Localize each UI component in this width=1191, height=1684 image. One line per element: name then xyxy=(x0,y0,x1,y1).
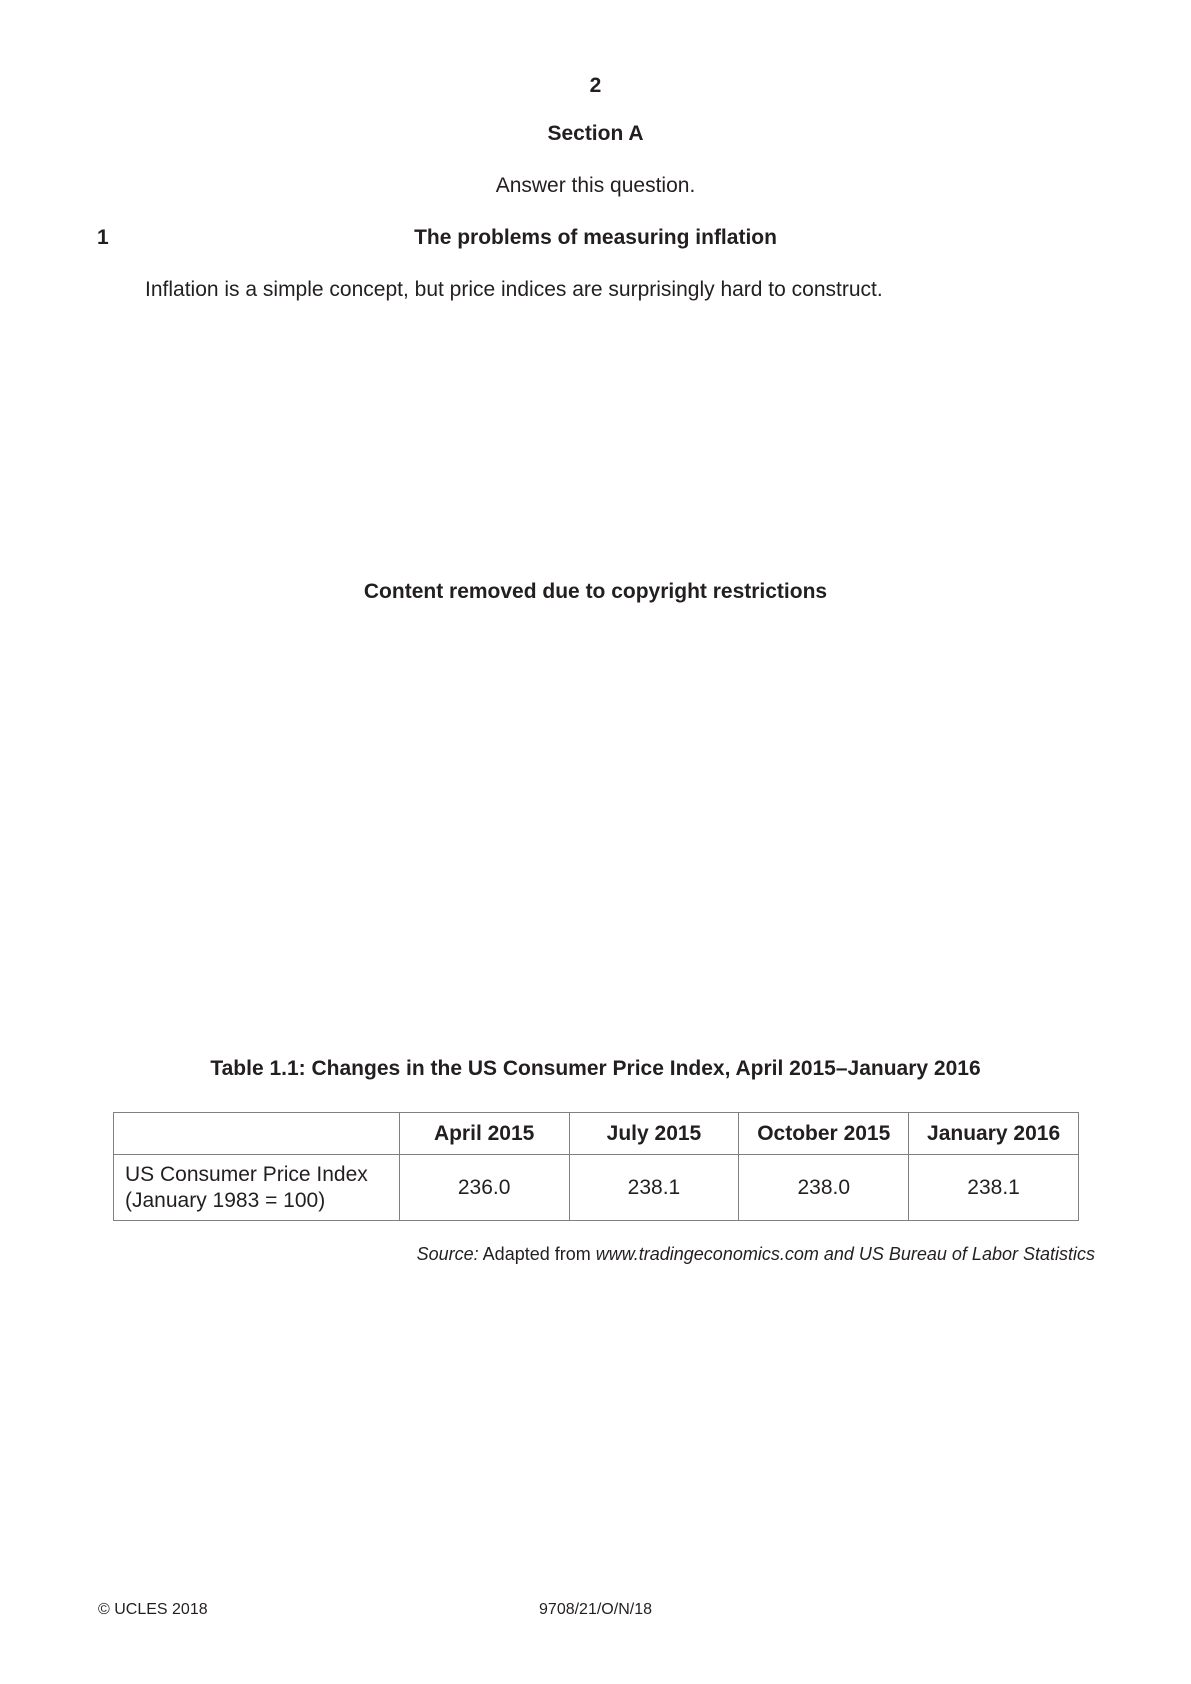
intro-text: Inflation is a simple concept, but price indices are surprisingly hard to construct. xyxy=(145,278,883,301)
table-header-row xyxy=(114,1113,1079,1155)
row-label-line1: US Consumer Price Index xyxy=(125,1162,368,1186)
table-cell-april-2015: 236.0 xyxy=(399,1155,569,1221)
source-adapted: Adapted from xyxy=(478,1244,596,1264)
table-header-july-2015: July 2015 xyxy=(569,1113,739,1155)
table-cell-october-2015: 238.0 xyxy=(739,1155,909,1221)
table-cell-july-2015: 238.1 xyxy=(569,1155,739,1221)
question-number: 1 xyxy=(97,226,109,249)
source-line xyxy=(417,1244,1095,1265)
table-header-october-2015: October 2015 xyxy=(739,1113,909,1155)
table-caption: Table 1.1: Changes in the US Consumer Price Index, April 2015–January 2016 xyxy=(210,1057,981,1080)
copyright-removed-notice: Content removed due to copyright restrictions xyxy=(363,580,828,603)
footer-code: 9708/21/O/N/18 xyxy=(539,1601,652,1618)
row-label-line2: (January 1983 = 100) xyxy=(125,1188,326,1212)
table-header-january-2016: January 2016 xyxy=(909,1113,1079,1155)
table-header-empty xyxy=(114,1113,400,1155)
instruction-text: Answer this question. xyxy=(495,174,696,197)
page-number: 2 xyxy=(589,74,602,97)
source-label: Source: xyxy=(416,1244,479,1264)
table-row-label xyxy=(114,1155,400,1221)
table-header-april-2015: April 2015 xyxy=(399,1113,569,1155)
question-title: The problems of measuring inflation xyxy=(414,226,777,249)
cpi-table xyxy=(113,1112,1079,1221)
table-cell-january-2016: 238.1 xyxy=(909,1155,1079,1221)
section-title: Section A xyxy=(547,122,644,145)
footer-copyright: © UCLES 2018 xyxy=(98,1601,208,1618)
table-row xyxy=(114,1155,1079,1221)
source-text: www.tradingeconomics.com and US Bureau of Labor Statistics xyxy=(595,1244,1095,1264)
